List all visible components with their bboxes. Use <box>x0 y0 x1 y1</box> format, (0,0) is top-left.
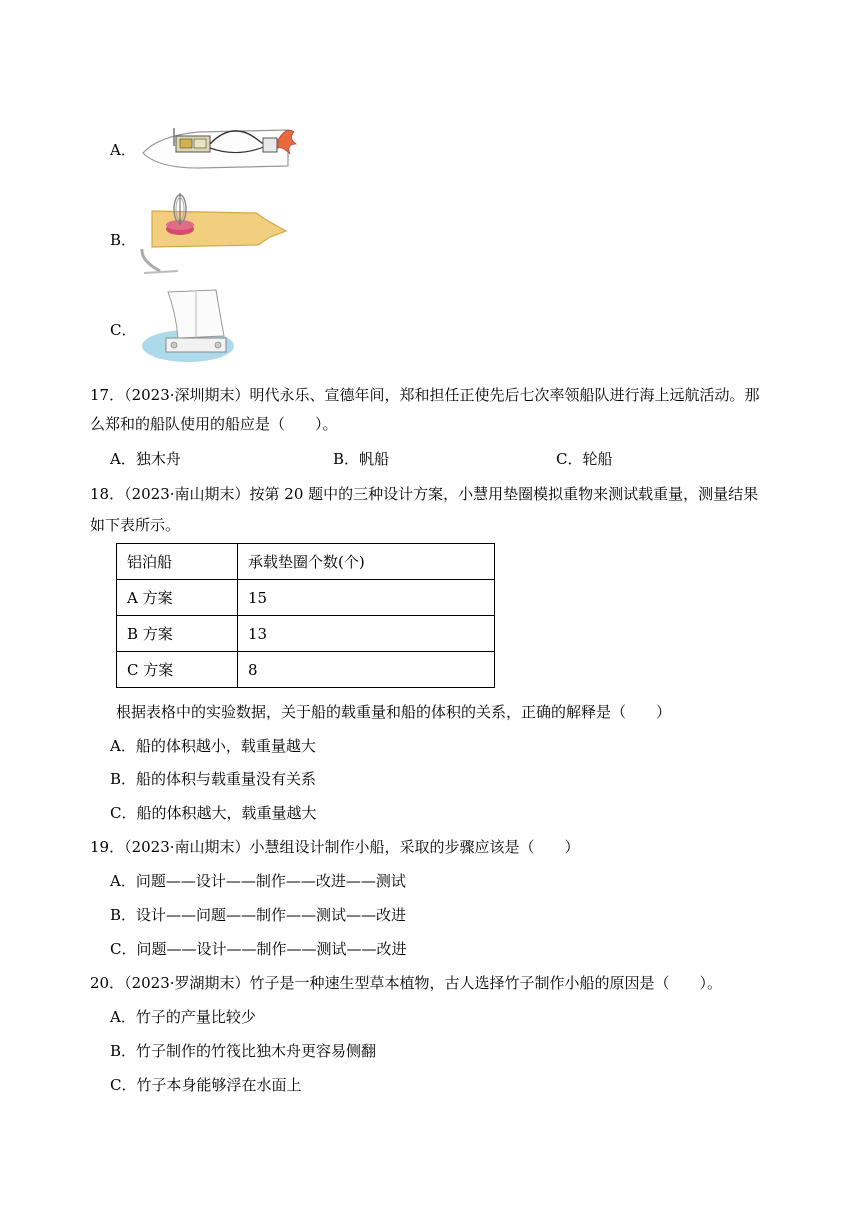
option-a-label: A． <box>110 141 136 159</box>
q17-stem-line1: 17．（2023·深圳期末）明代永乐、宣德年间，郑和担任正使先后七次率领船队进行海上远航活动。那 <box>90 386 760 404</box>
table-cell: A 方案 <box>117 580 238 616</box>
q18-stem-line1: 18．（2023·南山期末）按第 20 题中的三种设计方案，小慧用垫圈模拟重物来测试载重量，测量结果 <box>90 485 759 503</box>
q17-option-b[interactable]: B．帆船 <box>333 450 390 468</box>
q18-question: 根据表格中的实验数据，关于船的载重量和船的体积的关系，正确的解释是（ ） <box>116 703 672 721</box>
q18-option-a[interactable]: A．船的体积越小，载重量越大 <box>110 737 316 755</box>
q20-option-a[interactable]: A．竹子的产量比较少 <box>110 1008 256 1026</box>
table-cell: 15 <box>238 580 495 616</box>
electric-boat-image <box>138 118 303 180</box>
table-header-cell: 承载垫圈个数(个) <box>238 544 495 580</box>
q19-option-b[interactable]: B．设计——问题——制作——测试——改进 <box>110 906 407 924</box>
table-cell: B 方案 <box>117 616 238 652</box>
table-header-cell: 铝泊船 <box>117 544 238 580</box>
table-row <box>117 580 495 616</box>
q19-option-a[interactable]: A．问题——设计——制作——改进——测试 <box>110 872 406 890</box>
option-c-label: C． <box>110 321 137 339</box>
q17-stem-line2: 么郑和的船队使用的船应是（ ）。 <box>90 415 338 433</box>
boat-with-coil-image <box>138 193 290 277</box>
q20-option-b[interactable]: B．竹子制作的竹筏比独木舟更容易侧翻 <box>110 1042 377 1060</box>
table-cell: 13 <box>238 616 495 652</box>
table-cell: 8 <box>238 652 495 688</box>
q20-option-c[interactable]: C．竹子本身能够浮在水面上 <box>110 1076 302 1094</box>
q19-option-c[interactable]: C．问题——设计——制作——测试——改进 <box>110 940 407 958</box>
q18-option-b[interactable]: B．船的体积与载重量没有关系 <box>110 770 317 788</box>
table-row <box>117 652 495 688</box>
option-b-label: B． <box>110 231 137 249</box>
q19-stem: 19．（2023·南山期末）小慧组设计制作小船，采取的步骤应该是（ ） <box>90 838 580 856</box>
results-table <box>116 543 495 688</box>
sail-boat-image <box>138 288 238 368</box>
table-header-row <box>117 544 495 580</box>
q17-option-c[interactable]: C．轮船 <box>556 450 613 468</box>
table-cell: C 方案 <box>117 652 238 688</box>
q18-option-c[interactable]: C．船的体积越大，载重量越大 <box>110 804 317 822</box>
q18-stem-line2: 如下表所示。 <box>90 516 181 534</box>
q17-option-a[interactable]: A．独木舟 <box>110 450 181 468</box>
q20-stem: 20．（2023·罗湖期末）竹子是一种速生型草本植物，古人选择竹子制作小船的原因是（ ）。 <box>90 974 723 992</box>
table-row <box>117 616 495 652</box>
